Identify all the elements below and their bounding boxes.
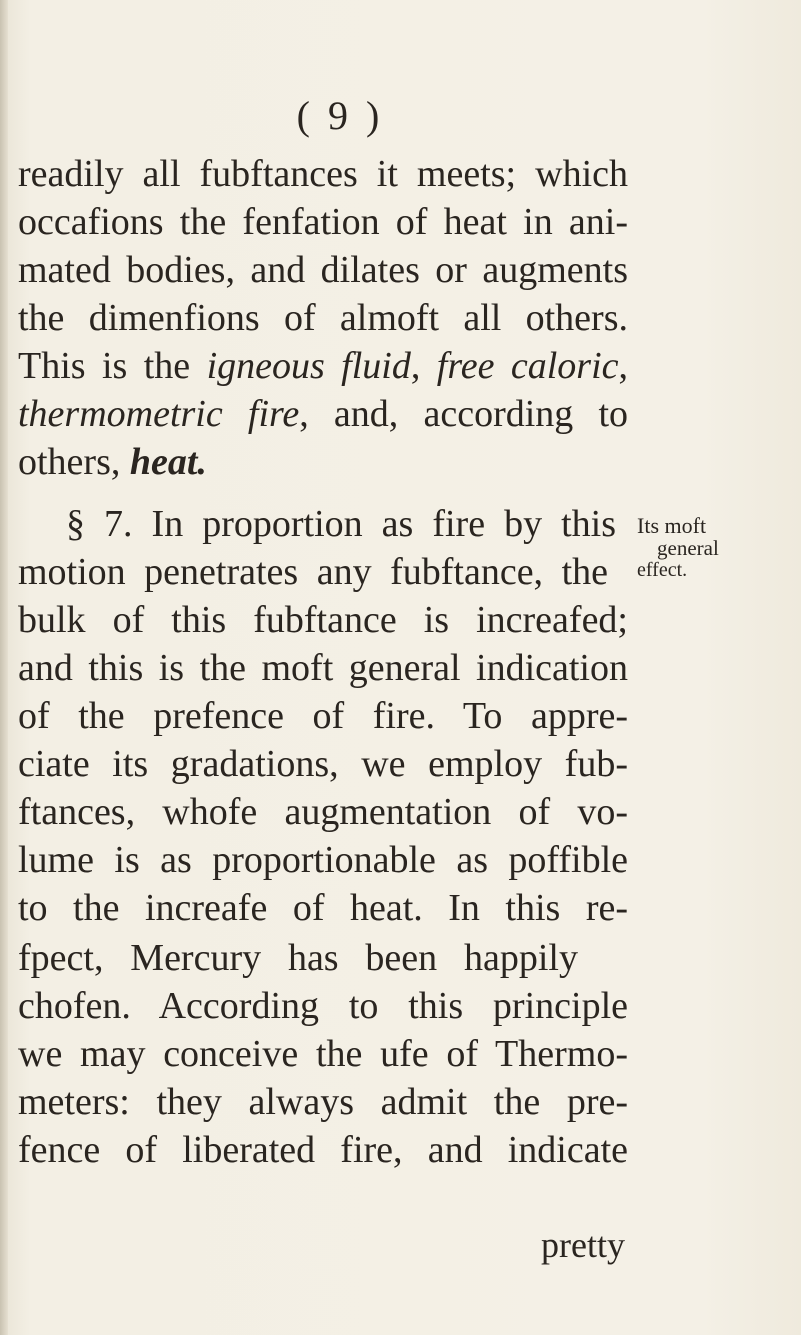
text-line-5-free-caloric: free caloric (436, 345, 619, 387)
text-line-5-a: This is the (18, 345, 207, 387)
text-line-1: readily all fubftances it meets; which (18, 153, 628, 195)
margin-note-line-2: general (657, 536, 719, 560)
text-line-14: ftances, whofe augmentation of vo- (18, 791, 628, 833)
text-line-7 (18, 438, 628, 486)
margin-note-line-3: effect. (637, 559, 688, 581)
text-line-5-igneous-fluid: igneous fluid (206, 345, 411, 387)
text-line-5 (18, 342, 628, 390)
text-line-7-heat: heat. (129, 441, 207, 483)
text-line-13: ciate its gradations, we employ fub- (18, 743, 628, 785)
text-line-6 (18, 390, 628, 438)
margin-note (637, 515, 797, 581)
text-line-16: to the increafe of heat. In this re- (18, 887, 628, 929)
text-line-19: we may conceive the ufe of Thermo- (18, 1033, 628, 1075)
text-line-11: and this is the moft general indication (18, 647, 628, 689)
text-line-10: bulk of this fubftance is increafed; (18, 599, 628, 641)
text-line-8-section-7: § 7. In proportion as fire by this (66, 503, 616, 545)
margin-note-line-1: Its moft (637, 513, 707, 538)
text-line-5-e: , (618, 345, 628, 387)
text-line-20: meters: they always admit the pre- (18, 1081, 628, 1123)
text-line-5-c: , (410, 345, 437, 387)
text-line-6-thermometric-fire: thermometric fire (18, 393, 300, 435)
text-line-9: motion penetrates any fubftance, the (18, 551, 608, 593)
text-line-4: the dimenfions of almoft all others. (18, 297, 628, 339)
page-spine-shadow (0, 0, 8, 1335)
text-line-2: occafions the fenfation of heat in ani- (18, 201, 628, 243)
text-line-3: mated bodies, and dilates or augments (18, 249, 628, 291)
text-line-7-a: others, (18, 441, 130, 483)
text-line-6-b: , and, according to (299, 393, 629, 435)
catchword: pretty (541, 1225, 625, 1265)
text-line-18: chofen. According to this principle (18, 985, 628, 1027)
page-number-header: ( 9 ) (296, 93, 384, 138)
text-line-17: fpect, Mercury has been happily (18, 937, 578, 979)
text-line-15: lume is as proportionable as poffible (18, 839, 628, 881)
text-line-21: fence of liberated fire, and indicate (18, 1129, 628, 1171)
text-line-12: of the prefence of fire. To appre- (18, 695, 628, 737)
